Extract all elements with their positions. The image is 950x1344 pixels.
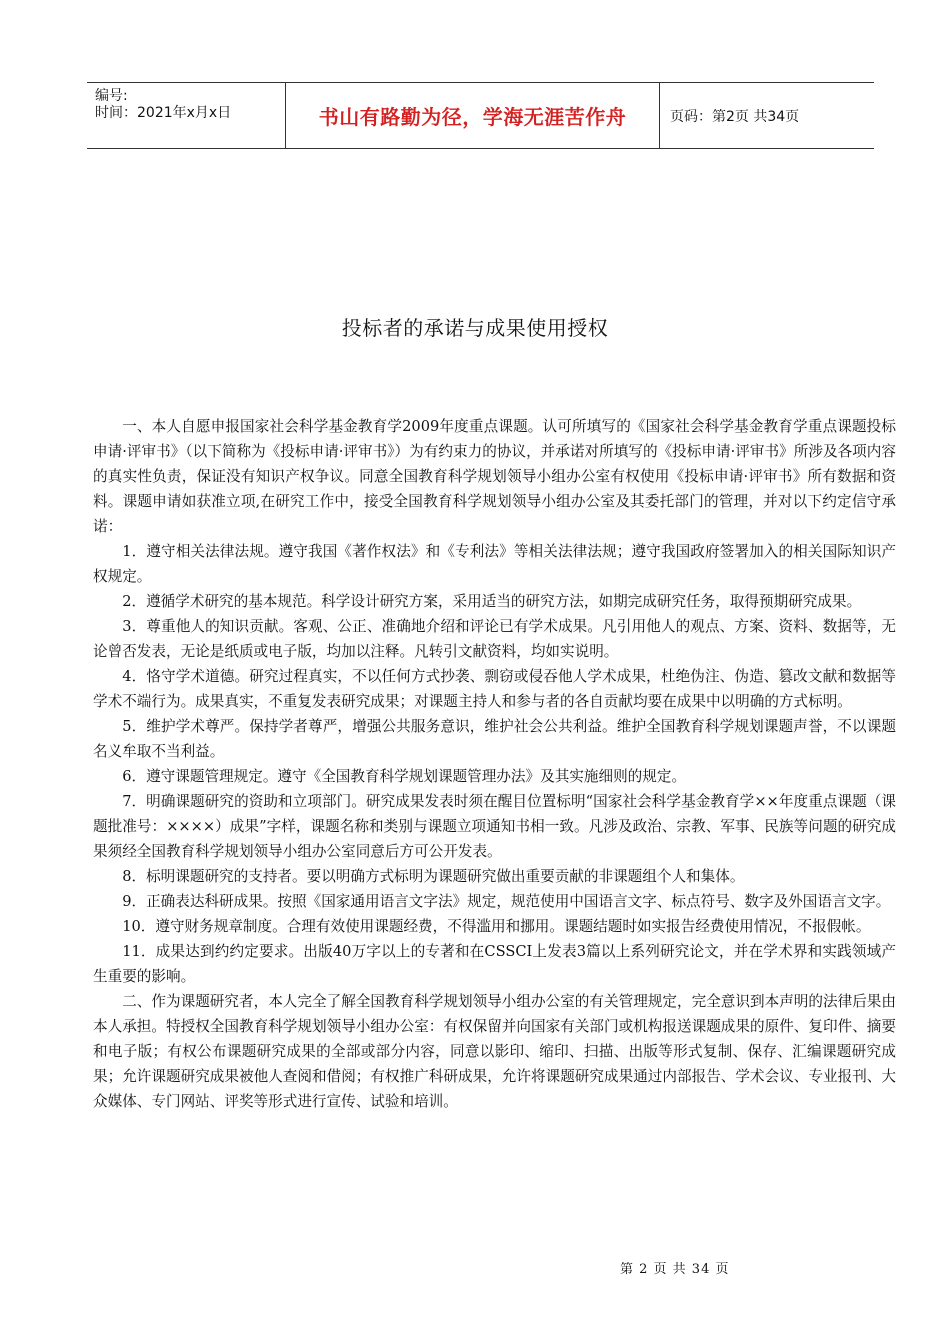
paragraph: 2．遵循学术研究的基本规范。科学设计研究方案，采用适当的研究方法，如期完成研究任务，取得预期研究成果。 [122,593,862,610]
paragraph: 4．恪守学术道德。研究过程真实，不以任何方式抄袭、剽窃或侵吞他人学术成果，杜绝伪注、伪造、篡改文献和数据等学术不端行为。成果真实，不重复发表研究成果；对课题主持人和参与者的各自贡献均要在成果中以明确的方式标明。 [93,668,896,710]
header-motto-cell [286,83,660,148]
paragraph: 8．标明课题研究的支持者。要以明确方式标明为课题研究做出重要贡献的非课题组个人和集体。 [122,868,745,885]
paragraph: 6．遵守课题管理规定。遵守《全国教育科学规划课题管理办法》及其实施细则的规定。 [122,768,687,785]
paragraph: 二、作为课题研究者，本人完全了解全国教育科学规划领导小组办公室的有关管理规定，完全意识到本声明的法律后果由本人承担。特授权全国教育科学规划领导小组办公室：有权保留并向国家有关部门或机构报送课题成果的原件、复印件、摘要和电子版；有权公布课题研究成果的全部或部分内容，同意以影印、缩印、扫描、出版等形式复制、保存、汇编课题研究成果；允许课题研究成果被他人查阅和借阅；有权推广科研成果，允许将课题研究成果通过内部报告、学术会议、专业报刊、大众媒体、专门网站、评奖等形式进行宣传、试验和培训。 [93,993,896,1110]
document-number-label: 编号: [95,88,128,104]
header-page-label: 页码：第2页 共34页 [670,108,800,125]
paragraph: 一、本人自愿申报国家社会科学基金教育学2009年度重点课题。认可所填写的《国家社会科学基金教育学重点课题投标申请·评审书》（以下简称为《投标申请·评审书》）为有约束力的协议，并承诺对所填写的《投标申请·评审书》所涉及各项内容的真实性负责，保证没有知识产权争议。同意全国教育科学规划领导小组办公室有权使用《投标申请·评审书》所有数据和资料。课题申请如获准立项,在研究工作中，接受全国教育科学规划领导小组办公室及其委托部门的管理，并对以下约定信守承诺： [93,418,896,535]
paragraph: 1．遵守相关法律法规。遵守我国《著作权法》和《专利法》等相关法律法规；遵守我国政府签署加入的相关国际知识产权规定。 [93,543,896,585]
header-table [87,82,874,149]
document-time-label: 时间：2021年x月x日 [95,105,232,121]
paragraph: 10．遵守财务规章制度。合理有效使用课题经费，不得滥用和挪用。课题结题时如实报告经费使用情况，不报假帐。 [122,918,871,935]
document-body [93,414,896,1114]
paragraph: 3．尊重他人的知识贡献。客观、公正、准确地介绍和评论已有学术成果。凡引用他人的观点、方案、资料、数据等，无论曾否发表，无论是纸质或电子版，均加以注释。凡转引文献资料，均如实说明。 [93,618,896,660]
paragraph: 11．成果达到约约定要求。出版40万字以上的专著和在CSSCI上发表3篇以上系列研究论文，并在学术界和实践领域产生重要的影响。 [93,943,896,985]
paragraph: 5．维护学术尊严。保持学者尊严，增强公共服务意识，维护社会公共利益。维护全国教育科学规划课题声誉，不以课题名义牟取不当利益。 [93,718,896,760]
page-footer: 第 2 页 共 34 页 [620,1262,730,1277]
document-title: 投标者的承诺与成果使用授权 [341,316,609,340]
header-meta-cell [87,83,286,148]
header-page-cell [660,83,874,148]
header-motto: 书山有路勤为径，学海无涯苦作舟 [318,105,627,129]
paragraph: 9．正确表达科研成果。按照《国家通用语言文字法》规定，规范使用中国语言文字、标点符号、数字及外国语言文字。 [122,893,891,910]
paragraph: 7．明确课题研究的资助和立项部门。研究成果发表时须在醒目位置标明“国家社会科学基金教育学××年度重点课题（课题批准号：××××）成果”字样，课题名称和类别与课题立项通知书相一致。凡涉及政治、宗教、军事、民族等问题的研究成果须经全国教育科学规划领导小组办公室同意后方可公开发表。 [93,793,896,860]
